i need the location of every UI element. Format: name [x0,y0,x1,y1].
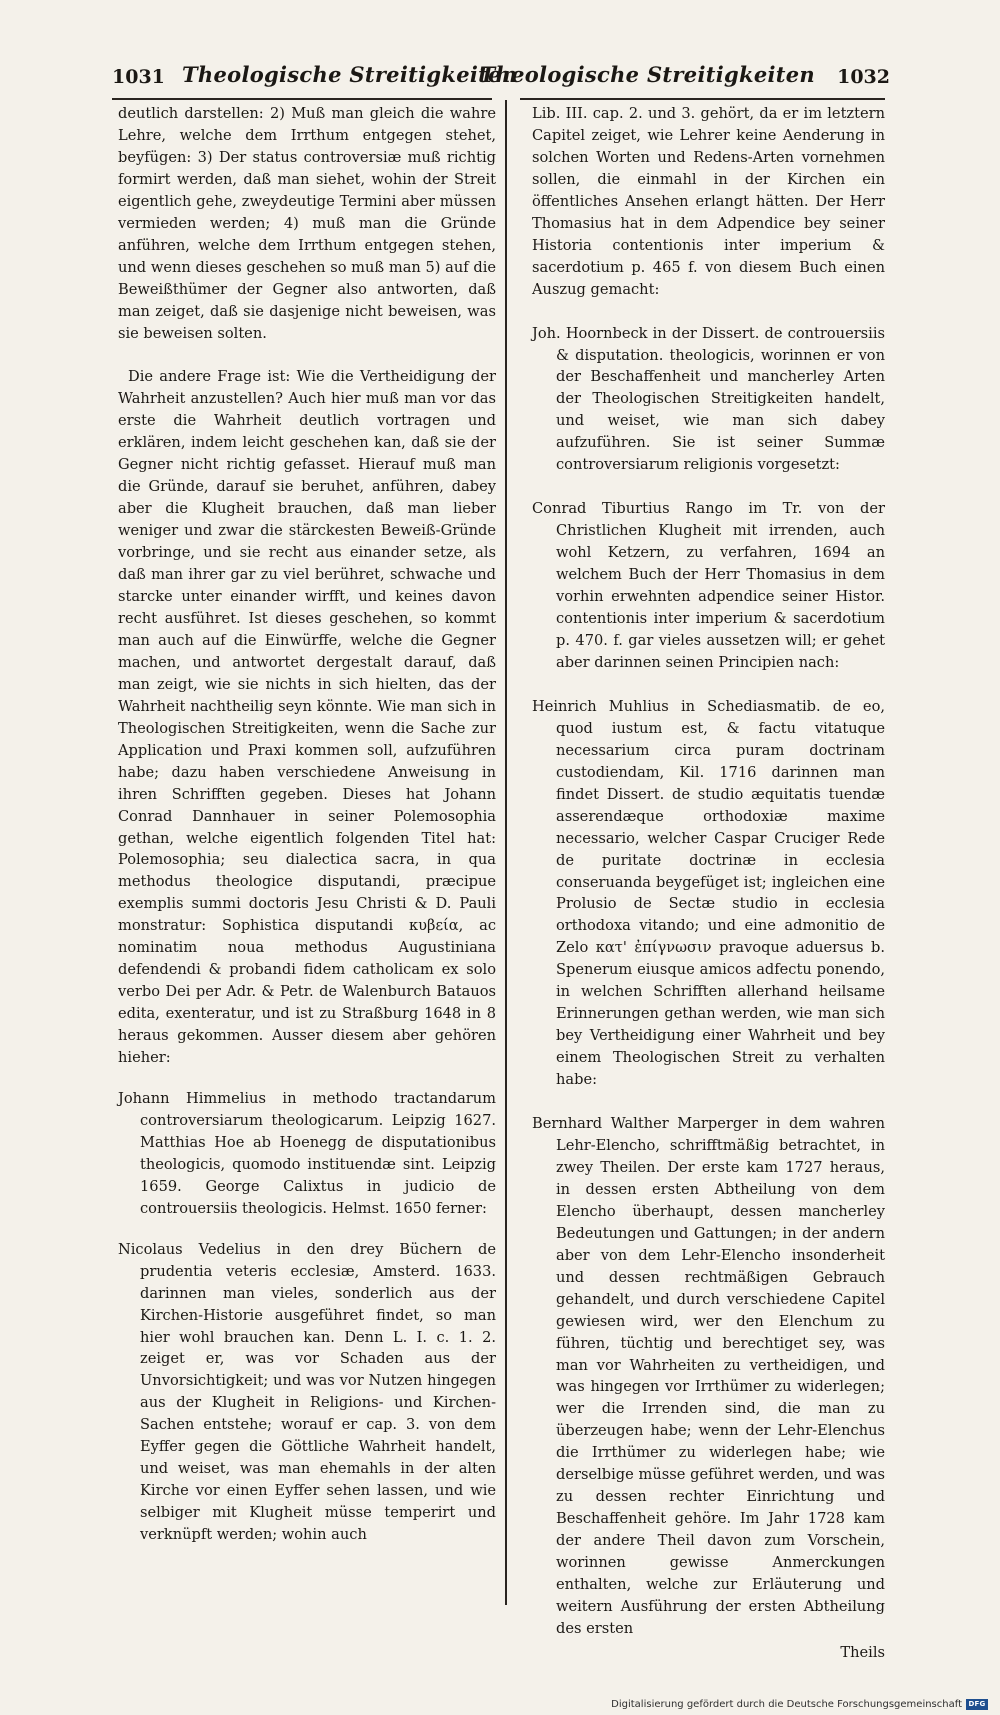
page-number-right: 1032 [837,66,890,88]
running-head-left: Theologische Streitigkeiten [182,62,518,87]
right-paragraph-1: Lib. III. cap. 2. und 3. gehört, da er im letztern Capitel zeiget, wie Lehrer keine Aenderung in solchen Worten und Redens-Arten vornehmen sollen, die einmahl in der Kirchen ein öffentliches Ansehen erlangt hätten. Der Herr Thomasius hat in dem Adpendice bey seiner Historia contentionis inter imperium & sacerdotium p. 465 f. von diesem Buch einen Auszug gemacht: [532,105,885,298]
catchword: Theils [840,1643,885,1661]
right-entry-marperger: Bernhard Walther Marperger in dem wahren Lehr-Elencho, schrifftmäßig betrachtet, in zwey Theilen. Der erste kam 1727 heraus, in dessen ersten Abtheilung von dem Elencho überhaupt, dessen mancherley Bedeutungen und Gattungen; in der andern aber von dem Lehr-Elencho insonderheit und dessen rechtmäßigen Gebrauch gehandelt, und durch verschiedene Capitel gewiesen wird, wer den Elenchum zu führen, tüchtig und berechtiget sey, was man vor Wahrheiten zu vertheidigen, und was hingegen vor Irrthümer zu widerlegen; wer die Irrenden sind, die man zu überzeugen habe; wenn der Lehr-Elenchus die Irrthümer zu widerlegen habe; wie derselbige müsse geführet werden, und was zu dessen rechter Einrichtung und Beschaffenheit gehöre. Im Jahr 1728 kam der andere Theil davon zum Vorschein, worinnen gewisse Anmerckungen enthalten, welche zur Erläuterung und weitern Ausführung der ersten Abtheilung des ersten [532,1115,885,1637]
left-paragraph-2: Die andere Frage ist: Wie die Vertheidigung der Wahrheit anzustellen? Auch hier muß man vor das erste die Wahrheit deutlich vortragen und erklären, indem leicht geschehen kan, daß sie der Gegner nicht richtig gefasset. Hierauf muß man die Gründe, darauf sie beruhet, anführen, dabey aber die Klugheit brauchen, daß man lieber weniger und zwar die stärckesten Beweiß-Gründe vorbringe, und sie recht aus einander setze, als daß man ihrer gar zu viel berühret, schwache und starcke unter einander wirfft, und keines davon recht ausführet. Ist dieses geschehen, so kommt man auch auf die Einwürffe, welche die Gegner machen, und antwortet dergestalt darauf, daß man zeigt, wie sie nichts in sich hielten, das der Wahrheit nachtheilig seyn könnte. Wie man sich in Theologischen Streitigkeiten, wenn die Sache zur Application und Praxi kommen soll, aufzuführen habe; dazu haben verschiedene Anweisung in ihren Schrifften gegeben. Dieses hat Johann Conrad Dannhauer in seiner Polemosophia gethan, welche eigentlich folgenden Titel hat: Polemosophia; seu dialectica sacra, in qua methodus theologice disputandi, præcipue exemplis summi doctoris Jesu Christi & D. Pauli monstratur: Sophistica disputandi κυβεία, ac nominatim noua methodus Augustiniana defendendi & probandi fidem catholicam ex solo verbo Dei per Adr. & Petr. de Walenburch Batauos edita, exenteratur, und ist zu Straßburg 1648 in 8 heraus gekommen. Ausser diesem aber gehören hieher: [118,368,496,1067]
right-entry-rango: Conrad Tiburtius Rango im Tr. von der Christlichen Klugheit mit irrenden, auch wohl Ketzern, zu verfahren, 1694 an welchem Buch der Herr Thomasius in dem vorhin erwehnten adpendice seiner Histor. contentionis inter imperium & sacerdotium p. 470. f. gar vieles aussetzen will; er gehet aber darinnen seinen Principien nach: [532,500,885,671]
running-head-right: Theologische Streitigkeiten [479,62,815,87]
left-paragraph-1: deutlich darstellen: 2) Muß man gleich die wahre Lehre, welche dem Irrthum entgegen stehet, beyfügen: 3) Der status controversiæ muß richtig formirt werden, daß man siehet, wohin der Streit eigentlich gehe, zweydeutige Termini aber müssen vermieden werden; 4) muß man die Gründe anführen, welche dem Irrthum entgegen stehen, und wenn dieses geschehen so muß man 5) auf die Beweißthümer der Gegner also antworten, daß man zeiget, daß sie dasjenige nicht beweisen, was sie beweisen solten. [118,105,496,342]
left-column [118,103,496,1546]
header-rule-left [112,98,492,100]
page-number-left: 1031 [112,66,165,88]
right-column [532,103,885,1664]
header-rule-right [520,98,885,100]
left-entry-himmelius: Johann Himmelius in methodo tractandarum controversiarum theologicarum. Leipzig 1627. Matthias Hoe ab Hoenegg de disputationibus theologicis, quomodo instituendæ sint. Leipzig 1659. George Calixtus in judicio de controuersiis theologicis. Helmst. 1650 ferner: [118,1089,496,1217]
dfg-logo-icon: DFG [966,1699,988,1710]
column-divider [505,100,507,1605]
page-header [112,62,890,96]
left-entry-vedelius: Nicolaus Vedelius in den drey Büchern de prudentia veteris ecclesiæ, Amsterd. 1633. darinnen man vieles, sonderlich aus der Kirchen-Historie ausgeführet findet, so man hier wohl brauchen kan. Denn L. I. c. 1. 2. zeiget er, was vor Schaden aus der Unvorsichtigkeit; und was vor Nutzen hingegen aus der Klugheit in Religions- und Kirchen-Sachen entstehe; worauf er cap. 3. von dem Eyffer gegen die Göttliche Wahrheit handelt, und weiset, was man ehemahls in der alten Kirche vor einen Eyffer sehen lassen, und wie selbiger mit Klugheit müsse temperirt und verknüpft werden; wohin auch [118,1240,496,1544]
right-entry-hoornbeck: Joh. Hoornbeck in der Dissert. de controuersiis & disputation. theologicis, worinnen er von der Beschaffenheit und mancherley Arten der Theologischen Streitigkeiten handelt, und weiset, wie man sich dabey aufzuführen. Sie ist seiner Summæ controversiarum religionis vorgesetzt: [532,324,885,474]
digitization-footer [611,1699,988,1710]
right-entry-muhlius: Heinrich Muhlius in Schediasmatib. de eo, quod iustum est, & factu vitatuque necessarium circa puram doctrinam custodiendam, Kil. 1716 darinnen man findet Dissert. de studio æquitatis tuendæ asserendæque orthodoxiæ maxime necessario, welcher Caspar Cruciger Rede de puritate doctrinæ in ecclesia conseruanda beygefüget ist; ingleichen eine Prolusio de Sectæ studio in ecclesia orthodoxa vitando; und eine admonitio de Zelo κατ' ἐπίγνωσιν pravoque aduersus b. Spenerum eiusque amicos adfectu ponendo, in welchen Schrifften allerhand heilsame Erinnerungen gethan werden, wie man sich bey Vertheidigung einer Wahrheit und bey einem Theologischen Streit zu verhalten habe: [532,697,885,1089]
footer-credit: Digitalisierung gefördert durch die Deutsche Forschungsgemeinschaft [611,1699,962,1710]
